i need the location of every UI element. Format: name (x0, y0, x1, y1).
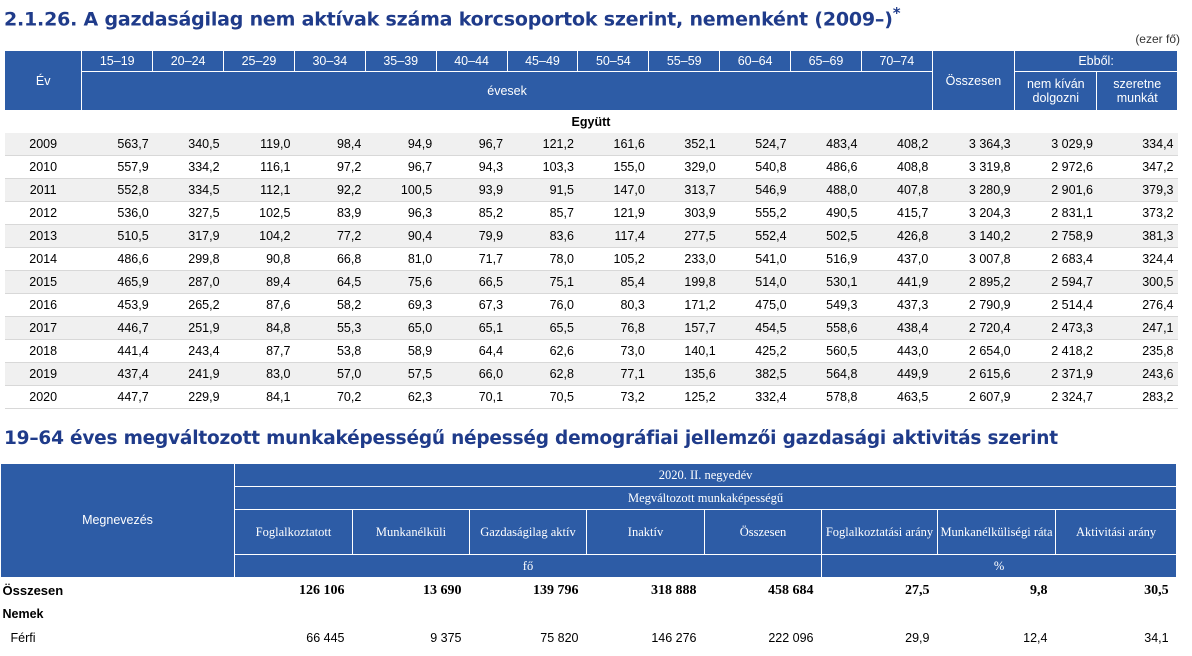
value-cell: 2 607,9 (932, 386, 1014, 409)
value-cell: 139 796 (533, 582, 579, 598)
row-label: Férfi (10, 630, 36, 645)
table-row (1, 578, 1177, 604)
value-cell: 3 319,8 (932, 156, 1014, 179)
value-cell: 3 140,2 (932, 225, 1014, 248)
value-cell: 146 276 (651, 630, 697, 645)
age-header: 30–34 (294, 51, 365, 72)
value-cell: 64,5 (294, 271, 365, 294)
age-header: 25–29 (224, 51, 295, 72)
value-cell: 2 324,7 (1015, 386, 1097, 409)
value-cell: 103,3 (507, 156, 578, 179)
value-cell: 125,2 (649, 386, 720, 409)
value-cell: 64,4 (436, 340, 507, 363)
value-cell: 382,5 (720, 363, 791, 386)
age-header: 45–49 (507, 51, 578, 72)
activity-rate-header: Aktivitási arány (1056, 510, 1177, 555)
value-cell: 83,0 (224, 363, 295, 386)
table-row (5, 294, 1178, 317)
value-cell: 70,1 (436, 386, 507, 409)
unemployment-rate-header: Munkanélküliségi ráta (938, 510, 1056, 555)
unemployed-header: Munkanélküli (353, 510, 470, 555)
value-cell: 9,8 (1030, 582, 1048, 598)
value-cell: 437,4 (82, 363, 153, 386)
value-cell: 241,9 (153, 363, 224, 386)
value-cell: 90,4 (365, 225, 436, 248)
wanting-work-header: szeretne munkát (1097, 72, 1178, 111)
value-cell: 76,0 (507, 294, 578, 317)
value-cell: 283,2 (1097, 386, 1178, 409)
value-cell (587, 603, 705, 625)
value-cell: 563,7 (82, 133, 153, 156)
value-cell: 549,3 (791, 294, 862, 317)
value-cell: 540,8 (720, 156, 791, 179)
value-cell: 407,8 (861, 179, 932, 202)
value-cell: 463,5 (861, 386, 932, 409)
year-cell: 2020 (5, 386, 82, 409)
value-cell: 524,7 (720, 133, 791, 156)
value-cell: 96,7 (436, 133, 507, 156)
value-cell: 426,8 (861, 225, 932, 248)
age-header: 55–59 (649, 51, 720, 72)
value-cell: 92,2 (294, 179, 365, 202)
value-cell: 70,2 (294, 386, 365, 409)
value-cell: 84,8 (224, 317, 295, 340)
total-header: Összesen (705, 510, 822, 555)
age-unit-header: évesek (82, 72, 933, 111)
value-cell: 78,0 (507, 248, 578, 271)
value-cell (353, 603, 470, 625)
value-cell: 3 007,8 (932, 248, 1014, 271)
value-cell: 465,9 (82, 271, 153, 294)
value-cell: 147,0 (578, 179, 649, 202)
value-cell: 2 895,2 (932, 271, 1014, 294)
value-cell: 490,5 (791, 202, 862, 225)
table2-title: 19–64 éves megváltozott munkaképességű népesség demográfiai jellemzői gazdasági aktivitás szerint (4, 428, 1058, 449)
value-cell: 121,2 (507, 133, 578, 156)
value-cell: 69,3 (365, 294, 436, 317)
employment-rate-header: Foglalkoztatási arány (822, 510, 938, 555)
value-cell: 475,0 (720, 294, 791, 317)
year-cell: 2019 (5, 363, 82, 386)
year-cell: 2012 (5, 202, 82, 225)
row-label-header: Megnevezés (1, 464, 235, 578)
value-cell: 2 758,9 (1015, 225, 1097, 248)
value-cell: 437,3 (861, 294, 932, 317)
value-cell: 140,1 (649, 340, 720, 363)
value-cell: 222 096 (768, 630, 814, 645)
value-cell: 2 371,9 (1015, 363, 1097, 386)
value-cell: 84,1 (224, 386, 295, 409)
value-cell: 243,6 (1097, 363, 1178, 386)
year-cell: 2014 (5, 248, 82, 271)
value-cell: 62,8 (507, 363, 578, 386)
value-cell: 332,4 (720, 386, 791, 409)
value-cell: 34,1 (1144, 630, 1169, 645)
table1-title-mark: * (892, 4, 901, 22)
employed-header: Foglalkoztatott (235, 510, 353, 555)
value-cell: 3 280,9 (932, 179, 1014, 202)
value-cell: 58,9 (365, 340, 436, 363)
value-cell: 340,5 (153, 133, 224, 156)
value-cell: 90,8 (224, 248, 295, 271)
value-cell: 447,7 (82, 386, 153, 409)
table-row (5, 179, 1178, 202)
value-cell: 199,8 (649, 271, 720, 294)
year-cell: 2013 (5, 225, 82, 248)
value-cell: 77,1 (578, 363, 649, 386)
value-cell: 70,5 (507, 386, 578, 409)
row-label: Összesen (2, 583, 64, 598)
inactive-header: Inaktív (587, 510, 705, 555)
value-cell: 3 204,3 (932, 202, 1014, 225)
total-header: Összesen (932, 51, 1014, 111)
period-header: 2020. II. negyedév (235, 464, 1177, 487)
value-cell: 73,0 (578, 340, 649, 363)
value-cell: 324,4 (1097, 248, 1178, 271)
value-cell: 235,8 (1097, 340, 1178, 363)
value-cell: 243,4 (153, 340, 224, 363)
not-wanting-work-header: nem kíván dolgozni (1015, 72, 1097, 111)
table-row (1, 625, 1177, 650)
table-row (5, 225, 1178, 248)
value-cell: 3 364,3 (932, 133, 1014, 156)
value-cell: 94,9 (365, 133, 436, 156)
value-cell: 287,0 (153, 271, 224, 294)
year-cell: 2018 (5, 340, 82, 363)
of-which-header: Ebből: (1015, 51, 1178, 72)
value-cell: 446,7 (82, 317, 153, 340)
value-cell: 91,5 (507, 179, 578, 202)
value-cell: 313,7 (649, 179, 720, 202)
value-cell: 3 029,9 (1015, 133, 1097, 156)
active-header: Gazdaságilag aktív (470, 510, 587, 555)
value-cell (938, 603, 1056, 625)
value-cell: 2 683,4 (1015, 248, 1097, 271)
value-cell: 97,2 (294, 156, 365, 179)
group-header: Megváltozott munkaképességű (235, 487, 1177, 510)
year-cell: 2009 (5, 133, 82, 156)
value-cell: 317,9 (153, 225, 224, 248)
value-cell: 155,0 (578, 156, 649, 179)
value-cell: 75 820 (540, 630, 579, 645)
pct-unit-header: % (822, 555, 1177, 578)
value-cell: 73,2 (578, 386, 649, 409)
value-cell: 2 473,3 (1015, 317, 1097, 340)
value-cell: 2 594,7 (1015, 271, 1097, 294)
count-unit-header: fő (235, 555, 822, 578)
value-cell: 251,9 (153, 317, 224, 340)
value-cell: 552,8 (82, 179, 153, 202)
value-cell: 66 445 (306, 630, 345, 645)
value-cell: 347,2 (1097, 156, 1178, 179)
value-cell: 9 375 (430, 630, 462, 645)
value-cell: 438,4 (861, 317, 932, 340)
value-cell: 449,9 (861, 363, 932, 386)
value-cell: 277,5 (649, 225, 720, 248)
age-header: 15–19 (82, 51, 153, 72)
value-cell: 58,2 (294, 294, 365, 317)
value-cell: 85,4 (578, 271, 649, 294)
disability-activity-table (0, 463, 1177, 650)
value-cell: 57,0 (294, 363, 365, 386)
value-cell: 483,4 (791, 133, 862, 156)
value-cell: 552,4 (720, 225, 791, 248)
value-cell: 157,7 (649, 317, 720, 340)
value-cell: 415,7 (861, 202, 932, 225)
value-cell: 233,0 (649, 248, 720, 271)
value-cell: 536,0 (82, 202, 153, 225)
value-cell: 55,3 (294, 317, 365, 340)
value-cell: 94,3 (436, 156, 507, 179)
table-row (1, 603, 1177, 625)
value-cell: 502,5 (791, 225, 862, 248)
value-cell: 161,6 (578, 133, 649, 156)
value-cell: 57,5 (365, 363, 436, 386)
value-cell: 546,9 (720, 179, 791, 202)
value-cell: 558,6 (791, 317, 862, 340)
value-cell: 80,3 (578, 294, 649, 317)
value-cell: 67,3 (436, 294, 507, 317)
value-cell: 66,0 (436, 363, 507, 386)
age-header: 35–39 (365, 51, 436, 72)
age-header: 70–74 (861, 51, 932, 72)
table-row (5, 386, 1178, 409)
value-cell (822, 603, 938, 625)
value-cell: 79,9 (436, 225, 507, 248)
value-cell: 76,8 (578, 317, 649, 340)
value-cell: 488,0 (791, 179, 862, 202)
value-cell: 381,3 (1097, 225, 1178, 248)
value-cell: 352,1 (649, 133, 720, 156)
value-cell: 276,4 (1097, 294, 1178, 317)
value-cell: 514,0 (720, 271, 791, 294)
value-cell: 2 514,4 (1015, 294, 1097, 317)
value-cell: 300,5 (1097, 271, 1178, 294)
value-cell: 2 901,6 (1015, 179, 1097, 202)
value-cell: 441,4 (82, 340, 153, 363)
age-header: 20–24 (153, 51, 224, 72)
table-row (5, 271, 1178, 294)
value-cell: 408,2 (861, 133, 932, 156)
value-cell: 299,8 (153, 248, 224, 271)
value-cell: 13 690 (423, 582, 462, 598)
year-cell: 2010 (5, 156, 82, 179)
value-cell: 229,9 (153, 386, 224, 409)
value-cell: 578,8 (791, 386, 862, 409)
value-cell: 516,9 (791, 248, 862, 271)
value-cell: 65,0 (365, 317, 436, 340)
value-cell: 104,2 (224, 225, 295, 248)
age-header: 65–69 (791, 51, 862, 72)
value-cell: 247,1 (1097, 317, 1178, 340)
age-header: 60–64 (720, 51, 791, 72)
value-cell: 62,6 (507, 340, 578, 363)
value-cell: 530,1 (791, 271, 862, 294)
value-cell: 105,2 (578, 248, 649, 271)
value-cell: 62,3 (365, 386, 436, 409)
value-cell: 560,5 (791, 340, 862, 363)
age-header: 40–44 (436, 51, 507, 72)
value-cell: 2 790,9 (932, 294, 1014, 317)
value-cell: 2 654,0 (932, 340, 1014, 363)
year-cell: 2011 (5, 179, 82, 202)
value-cell: 555,2 (720, 202, 791, 225)
value-cell (705, 603, 822, 625)
value-cell (470, 603, 587, 625)
value-cell: 437,0 (861, 248, 932, 271)
value-cell: 83,6 (507, 225, 578, 248)
table-row (5, 317, 1178, 340)
table2-body (1, 578, 1177, 651)
value-cell: 135,6 (649, 363, 720, 386)
value-cell: 66,5 (436, 271, 507, 294)
table1-body (5, 111, 1178, 409)
value-cell: 27,5 (905, 582, 930, 598)
value-cell: 117,4 (578, 225, 649, 248)
table-row (5, 248, 1178, 271)
value-cell: 541,0 (720, 248, 791, 271)
value-cell: 12,4 (1023, 630, 1048, 645)
value-cell: 564,8 (791, 363, 862, 386)
value-cell: 85,2 (436, 202, 507, 225)
value-cell: 53,8 (294, 340, 365, 363)
section-label: Együtt (571, 115, 611, 129)
table-row (5, 156, 1178, 179)
value-cell: 458 684 (768, 582, 814, 598)
value-cell: 75,1 (507, 271, 578, 294)
value-cell (235, 603, 353, 625)
value-cell: 112,1 (224, 179, 295, 202)
value-cell: 81,0 (365, 248, 436, 271)
value-cell: 87,6 (224, 294, 295, 317)
value-cell: 121,9 (578, 202, 649, 225)
table-row (5, 133, 1178, 156)
value-cell: 379,3 (1097, 179, 1178, 202)
value-cell: 96,3 (365, 202, 436, 225)
value-cell: 408,8 (861, 156, 932, 179)
value-cell: 65,1 (436, 317, 507, 340)
value-cell: 2 720,4 (932, 317, 1014, 340)
value-cell: 116,1 (224, 156, 295, 179)
value-cell: 486,6 (791, 156, 862, 179)
value-cell: 98,4 (294, 133, 365, 156)
value-cell: 85,7 (507, 202, 578, 225)
value-cell: 2 972,6 (1015, 156, 1097, 179)
age-header: 50–54 (578, 51, 649, 72)
value-cell: 29,9 (905, 630, 930, 645)
value-cell: 334,4 (1097, 133, 1178, 156)
value-cell (1056, 603, 1177, 625)
year-header: Év (5, 51, 82, 111)
table1-unit: (ezer fő) (1135, 32, 1180, 46)
value-cell: 71,7 (436, 248, 507, 271)
value-cell: 441,9 (861, 271, 932, 294)
value-cell: 66,8 (294, 248, 365, 271)
value-cell: 89,4 (224, 271, 295, 294)
value-cell: 2 418,2 (1015, 340, 1097, 363)
year-cell: 2017 (5, 317, 82, 340)
value-cell: 327,5 (153, 202, 224, 225)
table1-title-text: 2.1.26. A gazdaságilag nem aktívak száma korcsoportok szerint, nemenként (2009–) (4, 8, 893, 31)
value-cell: 77,2 (294, 225, 365, 248)
value-cell: 119,0 (224, 133, 295, 156)
table1-title (4, 4, 900, 30)
value-cell: 265,2 (153, 294, 224, 317)
value-cell: 373,2 (1097, 202, 1178, 225)
value-cell: 171,2 (649, 294, 720, 317)
value-cell: 557,9 (82, 156, 153, 179)
value-cell: 96,7 (365, 156, 436, 179)
value-cell: 453,9 (82, 294, 153, 317)
value-cell: 93,9 (436, 179, 507, 202)
value-cell: 83,9 (294, 202, 365, 225)
value-cell: 87,7 (224, 340, 295, 363)
table-row (5, 340, 1178, 363)
value-cell: 75,6 (365, 271, 436, 294)
value-cell: 303,9 (649, 202, 720, 225)
year-cell: 2016 (5, 294, 82, 317)
value-cell: 454,5 (720, 317, 791, 340)
value-cell: 329,0 (649, 156, 720, 179)
row-label: Nemek (2, 607, 44, 621)
value-cell: 443,0 (861, 340, 932, 363)
table-row (5, 363, 1178, 386)
value-cell: 334,5 (153, 179, 224, 202)
value-cell: 126 106 (299, 582, 345, 598)
value-cell: 2 831,1 (1015, 202, 1097, 225)
inactive-by-age-table (4, 50, 1178, 409)
table-row (5, 202, 1178, 225)
value-cell: 30,5 (1144, 582, 1169, 598)
value-cell: 318 888 (651, 582, 697, 598)
year-cell: 2015 (5, 271, 82, 294)
value-cell: 102,5 (224, 202, 295, 225)
value-cell: 100,5 (365, 179, 436, 202)
value-cell: 334,2 (153, 156, 224, 179)
value-cell: 510,5 (82, 225, 153, 248)
value-cell: 425,2 (720, 340, 791, 363)
value-cell: 65,5 (507, 317, 578, 340)
value-cell: 2 615,6 (932, 363, 1014, 386)
value-cell: 486,6 (82, 248, 153, 271)
